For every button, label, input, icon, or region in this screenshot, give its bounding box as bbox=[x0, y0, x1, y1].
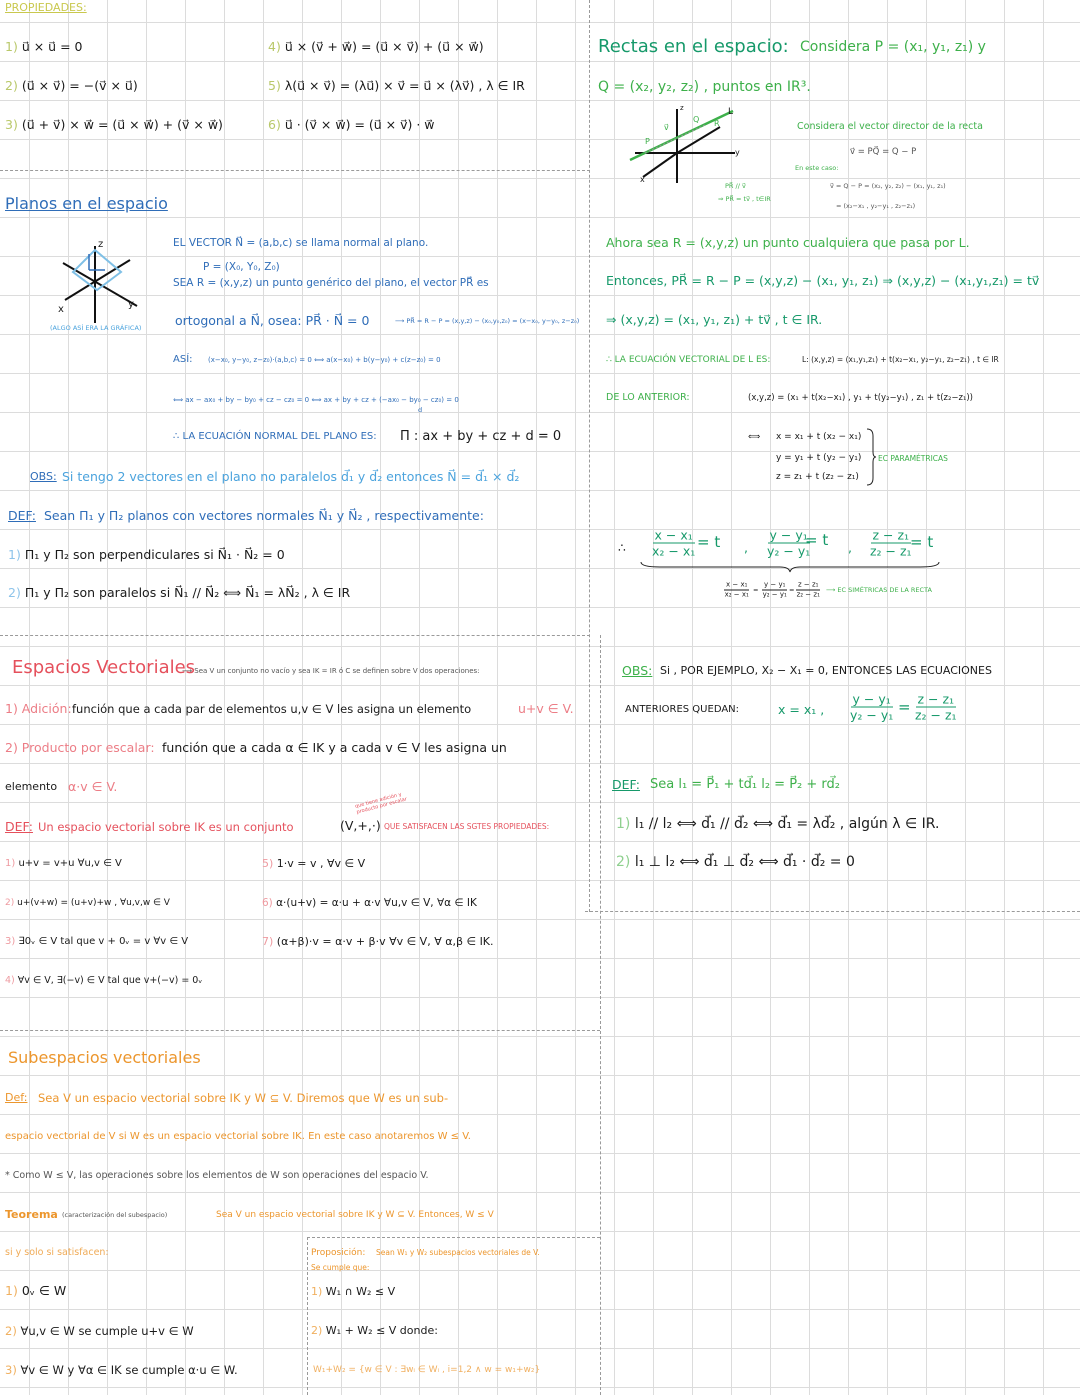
proposition-item bbox=[311, 1323, 438, 1339]
property-item bbox=[5, 78, 138, 94]
director-text-2: v⃗ = PQ⃗ = Q − P bbox=[850, 147, 917, 157]
obs-fraction-z bbox=[915, 692, 957, 723]
expand-equation: ⟺ ax − ax₀ + by − by₀ + cz − cz₀ = 0 ⟺ ax + by + cz + (−ax₀ − by₀ − cz₀) = 0 bbox=[173, 396, 459, 404]
vs-property bbox=[262, 934, 494, 950]
def-label: Def: bbox=[5, 1091, 28, 1104]
proposition-item-text: W₁ ∩ W₂ ≤ V bbox=[325, 1285, 396, 1298]
def-item-text: l₁ ⊥ l₂ ⟺ d⃗₁ ⊥ d⃗₂ ⟺ d⃗₁ · d⃗₂ = 0 bbox=[634, 854, 855, 870]
proposition-item-text: W₁ + W₂ ≤ V donde: bbox=[325, 1324, 438, 1337]
sym-label: ⟶ EC SIMÉTRICAS DE LA RECTA bbox=[826, 586, 932, 594]
fraction-numerator: x − x₁ bbox=[726, 580, 748, 589]
fraction-numerator: x − x₁ bbox=[654, 527, 693, 543]
param-equation-z: z = z₁ + t (z₂ − z₁) bbox=[776, 472, 859, 482]
item-number: 5) bbox=[262, 857, 274, 870]
implica-text: ⇒ (x,y,z) = (x₁, y₁, z₁) + tv⃗ , t ∈ IR. bbox=[606, 312, 823, 327]
director-text-3: v⃗ = Q − P = (x₂, y₂, z₂) − (x₁, y₁, z₁) bbox=[830, 182, 946, 190]
def-line-1: Sea V un espacio vectorial sobre IK y W ⊆ V. Diremos que W es un sub- bbox=[38, 1091, 449, 1105]
def-tail: QUE SATISFACEN LAS SGTES PROPIEDADES: bbox=[384, 822, 550, 831]
def-text: Sea l₁ = P⃗₁ + td⃗₁ l₂ = P⃗₂ + rd⃗₂ bbox=[650, 777, 840, 792]
item-number: 6) bbox=[268, 117, 281, 132]
obs-text-2: ANTERIORES QUEDAN: bbox=[625, 704, 740, 715]
item-number: 4) bbox=[268, 39, 281, 54]
item-number: 1) bbox=[5, 39, 18, 54]
diagram-caption: (ALGO ASÍ ERA LA GRÁFICA) bbox=[50, 324, 142, 332]
def-item bbox=[616, 854, 855, 870]
property-text: (u⃗ × v⃗) = −(v⃗ × u⃗) bbox=[21, 78, 138, 93]
item-number: 4) bbox=[5, 975, 15, 986]
param-equation-x: x = x₁ + t (x₂ − x₁) bbox=[776, 432, 862, 442]
fraction-denominator: y₂ − y₁ bbox=[767, 543, 811, 559]
fraction-denominator: y₂ − y₁ bbox=[762, 590, 787, 599]
item-number: 7) bbox=[262, 935, 274, 948]
comma: , bbox=[744, 540, 748, 555]
axis-label-x: x bbox=[58, 304, 64, 315]
def-item-text: Π₁ y Π₂ son perpendiculares si N⃗₁ · N⃗₂ = 0 bbox=[24, 547, 285, 562]
property-item bbox=[5, 117, 223, 133]
fraction-numerator: z − z₁ bbox=[798, 580, 819, 589]
expand-d-label: d bbox=[418, 406, 423, 414]
diagram-label-Q: Q bbox=[693, 115, 700, 124]
proposition-item bbox=[311, 1284, 395, 1300]
fraction-numerator: y − y₁ bbox=[852, 691, 891, 707]
fraction-x-eq: = t bbox=[697, 533, 721, 551]
item-number: 2) bbox=[5, 78, 18, 93]
fraction-denominator: y₂ − y₁ bbox=[850, 707, 894, 723]
subspaces-title: Subespacios vectoriales bbox=[8, 1048, 201, 1067]
diagram-label-y: y bbox=[735, 148, 740, 157]
item-number: 3) bbox=[5, 1363, 17, 1377]
diagram-label-L: L bbox=[728, 107, 734, 117]
obs-label: OBS: bbox=[30, 470, 57, 483]
item-number: 2) bbox=[311, 1324, 323, 1337]
section-divider bbox=[0, 1030, 600, 1031]
director-text-1: Considera el vector director de la recta bbox=[797, 121, 983, 132]
def-label: DEF: bbox=[612, 777, 640, 792]
property-text: u+v = v+u ∀u,v ∈ V bbox=[18, 858, 122, 869]
item-number: 1) bbox=[8, 547, 21, 562]
column-divider bbox=[600, 635, 601, 1395]
elemento-text: elemento bbox=[5, 780, 58, 793]
property-text: u⃗ × (v⃗ + w⃗) = (u⃗ × v⃗) + (u⃗ × w⃗) bbox=[284, 39, 484, 54]
lines-title: Rectas en el espacio: bbox=[598, 36, 789, 57]
point-r-text: SEA R = (x,y,z) un punto genérico del plano, el vector PR⃗ es bbox=[173, 277, 489, 289]
obs-equals: = bbox=[898, 698, 911, 716]
def-text: Sean Π₁ y Π₂ planos con vectores normales N⃗₁ y N⃗₂ , respectivamente: bbox=[44, 508, 484, 523]
param-equation-y: y = y₁ + t (y₂ − y₁) bbox=[776, 453, 862, 463]
fraction-denominator: z₂ − z₁ bbox=[870, 543, 912, 559]
property-text: (α+β)·v = α·v + β·v ∀v ∈ V, ∀ α,β ∈ IK. bbox=[276, 935, 494, 948]
def-item-text: l₁ // l₂ ⟺ d⃗₁ // d⃗₂ ⟺ d⃗₁ = λd⃗₂ , algún λ ∈ IR. bbox=[634, 816, 940, 832]
proposition-sum-definition: W₁+W₂ = {w ∈ V : ∃wᵢ ∈ Wᵢ , i=1,2 ∧ w = w₁+w₂} bbox=[313, 1365, 541, 1375]
diagram-label-z: z bbox=[680, 104, 684, 112]
normal-equation-label: ∴ LA ECUACIÓN NORMAL DEL PLANO ES: bbox=[173, 431, 377, 442]
vs-property bbox=[262, 895, 477, 911]
fraction-y-eq: = t bbox=[805, 531, 829, 549]
property-text: 1·v = v , ∀v ∈ V bbox=[276, 857, 366, 870]
teorema-line-2: si y solo si satisfacen: bbox=[5, 1247, 109, 1258]
item-number: 1) bbox=[616, 816, 631, 832]
obs-equation: x = x₁ , bbox=[778, 702, 825, 717]
diagram-label-P: P bbox=[645, 137, 650, 146]
subspace-condition bbox=[5, 1323, 194, 1339]
normal-equation: Π : ax + by + cz + d = 0 bbox=[400, 429, 562, 444]
obs-label: OBS: bbox=[622, 663, 653, 678]
fraction-y bbox=[767, 528, 810, 559]
section-divider bbox=[0, 635, 590, 636]
fraction-denominator: x₂ − x₁ bbox=[652, 543, 696, 559]
item-number: 3) bbox=[5, 117, 18, 132]
diagram-label-x: x bbox=[640, 175, 645, 184]
property-item bbox=[268, 78, 525, 94]
underbrace bbox=[640, 561, 940, 573]
param-label: EC PARAMÉTRICAS bbox=[878, 454, 948, 463]
anterior-label: DE LO ANTERIOR: bbox=[606, 392, 690, 403]
obs-text: Si tengo 2 vectores en el plano no paralelos d⃗₁ y d⃗₂ entonces N⃗ = d⃗₁ × d⃗₂ bbox=[62, 469, 520, 484]
property-item bbox=[5, 39, 82, 55]
vectorial-equation: L: (x,y,z) = (x₁,y₁,z₁) + t(x₂−x₁, y₂−y₁, z₂−z₁) , t ∈ IR bbox=[802, 355, 999, 364]
item-number: 5) bbox=[268, 78, 281, 93]
proposition-text-2: Se cumple que: bbox=[311, 1263, 370, 1272]
teorema-paren: (caracterización del subespacio) bbox=[62, 1211, 168, 1219]
subspace-condition bbox=[5, 1283, 66, 1299]
sym-equals: = bbox=[753, 586, 759, 594]
orthogonal-note: ⟶ PR⃗ = R − P = (x,y,z) − (x₀,y₀,z₀) = (x−x₀, y−y₀, z−z₀) bbox=[395, 317, 580, 325]
subspace-condition bbox=[5, 1362, 238, 1378]
normal-definition: EL VECTOR N⃗ = (a,b,c) se llama normal al plano. bbox=[173, 237, 429, 249]
axis-label-y: y bbox=[128, 299, 134, 310]
vs-property bbox=[5, 934, 188, 950]
property-item bbox=[268, 117, 435, 133]
fraction-numerator: y − y₁ bbox=[769, 527, 808, 543]
item-number: 1) bbox=[311, 1285, 323, 1298]
def-annotation: que tiene adición y producto por escalar bbox=[354, 791, 408, 816]
property-text: (u⃗ + v⃗) × w⃗ = (u⃗ × w⃗) + (v⃗ × w⃗) bbox=[21, 117, 223, 132]
def-label: DEF: bbox=[5, 819, 33, 834]
proposition-text: Sean W₁ y W₂ subespacios vectoriales de V. bbox=[376, 1248, 540, 1257]
diagram-label-v: v⃗ bbox=[664, 123, 669, 132]
obs-fraction-y bbox=[850, 692, 893, 723]
property-item bbox=[268, 39, 484, 55]
anterior-equation: (x,y,z) = (x₁ + t(x₂−x₁) , y₁ + t(y₂−y₁) , z₁ + t(z₂−z₁)) bbox=[748, 393, 974, 403]
axis-label-z: z bbox=[98, 239, 104, 250]
asi-label: ASÍ: bbox=[173, 354, 193, 365]
section-divider bbox=[0, 170, 590, 171]
def-item-text: Π₁ y Π₂ son paralelos si N⃗₁ // N⃗₂ ⟺ N⃗₁ = λN⃗₂ , λ ∈ IR bbox=[24, 585, 351, 600]
subspace-note: * Como W ≤ V, las operaciones sobre los elementos de W son operaciones del espacio V. bbox=[5, 1170, 429, 1181]
item-number: 2) bbox=[5, 1324, 17, 1338]
teorema-label: Teorema bbox=[5, 1208, 58, 1221]
param-iff: ⟺ bbox=[748, 432, 761, 442]
item-number: 1) bbox=[5, 858, 16, 869]
fraction-numerator: z − z₁ bbox=[917, 691, 955, 707]
obs-text: Si , POR EJEMPLO, X₂ − X₁ = 0, ENTONCES LAS ECUACIONES bbox=[660, 664, 992, 677]
property-text: α·(u+v) = α·u + α·v ∀u,v ∈ V, ∀α ∈ IK bbox=[276, 897, 477, 909]
ahora-text: Ahora sea R = (x,y,z) un punto cualquiera que pasa por L. bbox=[606, 235, 970, 250]
item-number: 2) bbox=[8, 585, 21, 600]
sym-fraction-y bbox=[762, 581, 787, 600]
def-item bbox=[8, 585, 350, 601]
fraction-z-eq: = t bbox=[910, 533, 934, 551]
fraction-x bbox=[652, 528, 695, 559]
property-text: ∃0ᵥ ∈ V tal que v + 0ᵥ = v ∀v ∈ V bbox=[18, 936, 189, 947]
property-text: u⃗ × u⃗ = 0 bbox=[21, 39, 83, 54]
def-item bbox=[616, 816, 939, 832]
def-label: DEF: bbox=[8, 508, 36, 523]
property-text: λ(u⃗ × v⃗) = (λu⃗) × v⃗ = u⃗ × (λv⃗) , λ ∈ IR bbox=[284, 78, 525, 93]
producto-label: 2) Producto por escalar: bbox=[5, 740, 155, 755]
proposition-label: Proposición: bbox=[311, 1248, 366, 1258]
properties-title: PROPIEDADES: bbox=[5, 1, 87, 14]
planes-title: Planos en el espacio bbox=[5, 194, 168, 213]
adicion-result: u+v ∈ V. bbox=[518, 701, 574, 716]
director-case: En este caso: bbox=[795, 164, 839, 172]
def-line-2: espacio vectorial de V si W es un espacio vectorial sobre IK. En este caso anotaremos W ≤ V. bbox=[5, 1131, 471, 1142]
comma: , bbox=[848, 540, 852, 555]
diagram-note-1: PR⃗ // v⃗ bbox=[725, 182, 746, 190]
param-brace bbox=[866, 428, 876, 486]
adicion-text: función que a cada par de elementos u,v ∈ V les asigna un elemento bbox=[72, 702, 472, 716]
fraction-denominator: z₂ − z₁ bbox=[915, 707, 957, 723]
property-text: u+(v+w) = (u+v)+w , ∀u,v,w ∈ V bbox=[17, 898, 170, 908]
point-p: P = (X₀, Y₀, Z₀) bbox=[203, 261, 280, 273]
item-number: 2) bbox=[616, 854, 631, 870]
vs-property bbox=[5, 895, 170, 911]
teorema-text: Sea V un espacio vectorial sobre IK y W ⊆ V. Entonces, W ≤ V bbox=[216, 1210, 494, 1220]
director-text-4: = (x₂−x₁ , y₂−y₁ , z₂−z₁) bbox=[836, 202, 916, 210]
lines-intro-1: Considera P = (x₁, y₁, z₁) y bbox=[800, 39, 986, 55]
fraction-z bbox=[870, 528, 912, 559]
elemento-result: α·v ∈ V. bbox=[68, 779, 118, 794]
entonces-text: Entonces, PR⃗ = R − P = (x,y,z) − (x₁, y₁, z₁) ⇒ (x,y,z) − (x₁,y₁,z₁) = tv⃗ bbox=[606, 273, 1040, 288]
vector-spaces-title: Espacios Vectoriales bbox=[12, 657, 196, 678]
property-text: ∀v ∈ V, ∃(−v) ∈ V tal que v+(−v) = 0ᵥ bbox=[17, 975, 203, 986]
fraction-numerator: y − y₁ bbox=[764, 580, 786, 589]
asi-equation: (x−x₀, y−y₀, z−z₀)·(a,b,c) = 0 ⟺ a(x−x₀) + b(y−y₀) + c(z−z₀) = 0 bbox=[208, 356, 441, 364]
column-divider bbox=[589, 0, 590, 912]
item-number: 2) bbox=[5, 898, 15, 908]
fraction-denominator: x₂ − x₁ bbox=[724, 590, 749, 599]
item-number: 1) bbox=[5, 1283, 18, 1298]
vs-property bbox=[5, 856, 122, 872]
def-item bbox=[8, 547, 285, 563]
sym-equals: = bbox=[789, 586, 795, 594]
def-text: Un espacio vectorial sobre IK es un conjunto bbox=[38, 820, 294, 834]
vs-property bbox=[262, 856, 365, 872]
orthogonal-text: ortogonal a N⃗, osea: PR⃗ · N⃗ = 0 bbox=[175, 313, 370, 328]
proposition-box-left bbox=[307, 1237, 308, 1395]
fraction-numerator: z − z₁ bbox=[872, 527, 910, 543]
property-text: u⃗ · (v⃗ × w⃗) = (u⃗ × v⃗) · w⃗ bbox=[284, 117, 435, 132]
sym-fraction-x bbox=[724, 581, 749, 600]
proposition-box-top bbox=[307, 1237, 600, 1238]
condition-text: 0ᵥ ∈ W bbox=[21, 1283, 67, 1298]
def-tuple: (V,+,·) bbox=[340, 818, 381, 833]
diagram-label-R: R bbox=[714, 119, 720, 128]
item-number: 6) bbox=[262, 897, 273, 909]
therefore-symbol: ∴ bbox=[618, 540, 626, 555]
condition-text: ∀u,v ∈ W se cumple u+v ∈ W bbox=[20, 1324, 194, 1338]
condition-text: ∀v ∈ W y ∀α ∈ IK se cumple α·u ∈ W. bbox=[20, 1363, 238, 1377]
section-divider bbox=[585, 911, 1080, 912]
fraction-denominator: z₂ − z₁ bbox=[796, 590, 820, 599]
adicion-label: 1) Adición: bbox=[5, 701, 72, 716]
vector-spaces-intro: ⟶ Sea V un conjunto no vacío y sea IK = IR ó C se definen sobre V dos operaciones: bbox=[182, 667, 480, 675]
item-number: 3) bbox=[5, 936, 16, 947]
vs-property bbox=[5, 973, 202, 989]
producto-text: función que a cada α ∈ IK y a cada v ∈ V les asigna un bbox=[162, 740, 507, 755]
sym-fraction-z bbox=[796, 581, 820, 600]
lines-intro-2: Q = (x₂, y₂, z₂) , puntos en IR³. bbox=[598, 79, 811, 95]
diagram-note-2: ⇒ PR⃗ = tv⃗ , t∈IR bbox=[718, 195, 771, 203]
vectorial-label: ∴ LA ECUACIÓN VECTORIAL DE L ES: bbox=[606, 355, 771, 365]
